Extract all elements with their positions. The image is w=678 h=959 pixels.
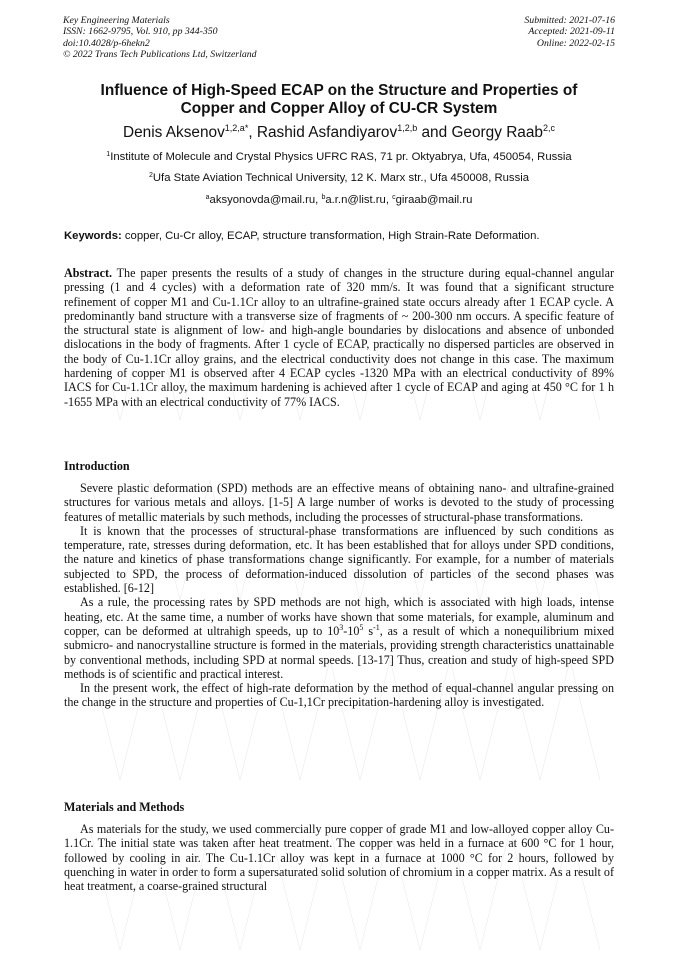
affiliation-1 [40,150,638,164]
online-date: Online: 2022-02-15 [536,37,615,49]
author-list [40,124,638,142]
methods-heading: Materials and Methods [64,800,185,814]
journal-name: Key Engineering Materials [63,15,170,26]
issn-line: ISSN: 1662-9795, Vol. 910, pp 344-350 [63,26,218,38]
keywords-text: copper, Cu-Cr alloy, ECAP, structure transformation, High Strain-Rate Deformation. [121,230,540,242]
affiliation-1-text: Institute of Molecule and Crystal Physics UFRC RAS, 71 pr. Oktyabrya, Ufa, 450054, Russia [110,151,572,163]
doi-line[interactable]: doi:10.4028/p-6hekn2 [63,37,150,49]
affiliation-2-text: Ufa State Aviation Technical University, 12 K. Marx str., Ufa 450008, Russia [152,172,530,184]
email-c-sup: c [392,194,396,201]
intro-p3-sup-1: 3 [339,622,344,632]
email-c[interactable]: giraab@mail.ru [395,194,473,206]
intro-paragraph-4: In the present work, the effect of high-rate deformation by the method of equal-channel angular pressing on the change in the structure and properties of Cu-1,1Cr precipitation-hardening alloy is investigated. [64,681,614,710]
email-b[interactable]: a.r.n@list.ru, [325,194,393,206]
intro-p3-sup-3: -1 [373,622,380,632]
title-line-2: Copper and Copper Alloy of CU-CR System [180,100,498,117]
keywords [64,229,624,243]
copyright-line: © 2022 Trans Tech Publications Ltd, Switzerland [63,48,257,60]
accepted-date: Accepted: 2021-09-11 [528,26,615,38]
journal-info [63,15,257,60]
methods-body [64,822,614,893]
intro-paragraph-2: It is known that the processes of structural-phase transformations are influenced by such conditions as temperature, rate, stresses during deformation, etc. It has been established that for alloys under SPD conditions, the nature and kinetics of phase transformations change significantly. For example, for a number of materials subjected to SPD, the process of deformation-induced dissolution of particles of the second phases was established. [6-12] [64,523,614,596]
intro-p3-part-d: , as a result of which a nonequilibrium mixed submicro- and nanocrystalline structure is formed in the materials, providing strength characteristics unattainable by conventional methods, including SPD at normal speeds. [13-17] Thus, creation and study of high-speed SPD methods is of scientific and practical interest. [64,623,614,681]
keywords-label: Keywords: [64,230,122,242]
affiliation-1-sup: 1 [106,151,111,158]
abstract [64,266,614,409]
title-line-1: Influence of High-Speed ECAP on the Structure and Properties of [100,82,578,99]
affiliation-2-sup: 2 [148,172,153,179]
methods-paragraph-1: As materials for the study, we used commercially pure copper of grade M1 and low-alloyed copper alloy Cu-1.1Cr. The initial state was taken after heat treatment. The copper was held in a furnace at 600 °C for 1 hour, followed by cooling in air. The Cu-1.1Cr alloy was kept in a furnace at 1000 °C for 2 hours, followed by quenching in water in order to form a supersaturated solid solution of chromium in a copper matrix. As a result of heat treatment, a coarse-grained structural [64,822,614,894]
email-b-sup: b [321,194,326,201]
intro-p3-sup-2: 5 [359,622,364,632]
email-a-sup: a [205,194,210,201]
intro-p3-part-a: As a rule, the processing rates by SPD methods are not high, which is associated with high loads, intense heating, etc. At the same time, a number of works have shown that some materials, for example, aluminum and copper, can be deformed at ultrahigh speeds, up to 10 [64,595,614,638]
intro-paragraph-3 [64,595,614,681]
abstract-text: The paper presents the results of a study of changes in the structure during equal-channel angular pressing (1 and 4 cycles) with a deformation rate of 320 mm/s. It was found that a significant structure refinement of copper M1 and Cu-1.1Cr alloy to an ultrafine-grained state occurs already after 1 ECAP cycle. A predominantly band structure with a transverse size of fragments of ~ 200-300 nm occurs. A specific feature of the structural state is alignment of low- and high-angle boundaries by dislocations and absence of unbonded dislocations in the body of fragments. After 1 cycle of ECAP, practically no dispersed particles are observed in the body of Cu-1.1Cr alloy grains, and the electrical conductivity does not change in this case. The maximum hardening of copper M1 is observed after 4 ECAP cycles -1320 MPa with an electrical conductivity of 89% IACS for Cu-1.1Cr alloy, the maximum hardening is achieved after 1 cycle of ECAP and aging at 450 °C for 1 h -1655 MPa with an electrical conductivity of 77% IACS. [64,266,614,409]
intro-paragraph-1: Severe plastic deformation (SPD) methods are an effective means of obtaining nano- and ultrafine-grained structures for various metals and alloys. [1-5] A large number of works is devoted to the study of processing features of metallic materials by such methods, including the processes of structural-phase transformations. [64,481,614,524]
intro-p3-part-c: s [363,623,374,638]
paper-title [60,82,618,118]
intro-p3-part-b: -10 [343,623,360,638]
author-1-sup: 1,2,a* [224,123,249,133]
author-2-sup: 1,2,b [397,123,418,133]
author-3-sup: 2,c [543,123,556,133]
introduction-heading: Introduction [64,459,130,473]
abstract-label: Abstract. [64,266,113,280]
author-3: and Georgy Raab [417,124,543,141]
submitted-date: Submitted: 2021-07-16 [524,15,615,26]
introduction-body [64,481,614,710]
email-list [40,193,638,207]
email-a[interactable]: aksyonovda@mail.ru, [209,194,322,206]
author-1: Denis Aksenov [122,124,225,141]
affiliation-2 [40,171,638,185]
author-2: , Rashid Asfandiyarov [248,124,398,141]
dates-info [524,15,615,49]
